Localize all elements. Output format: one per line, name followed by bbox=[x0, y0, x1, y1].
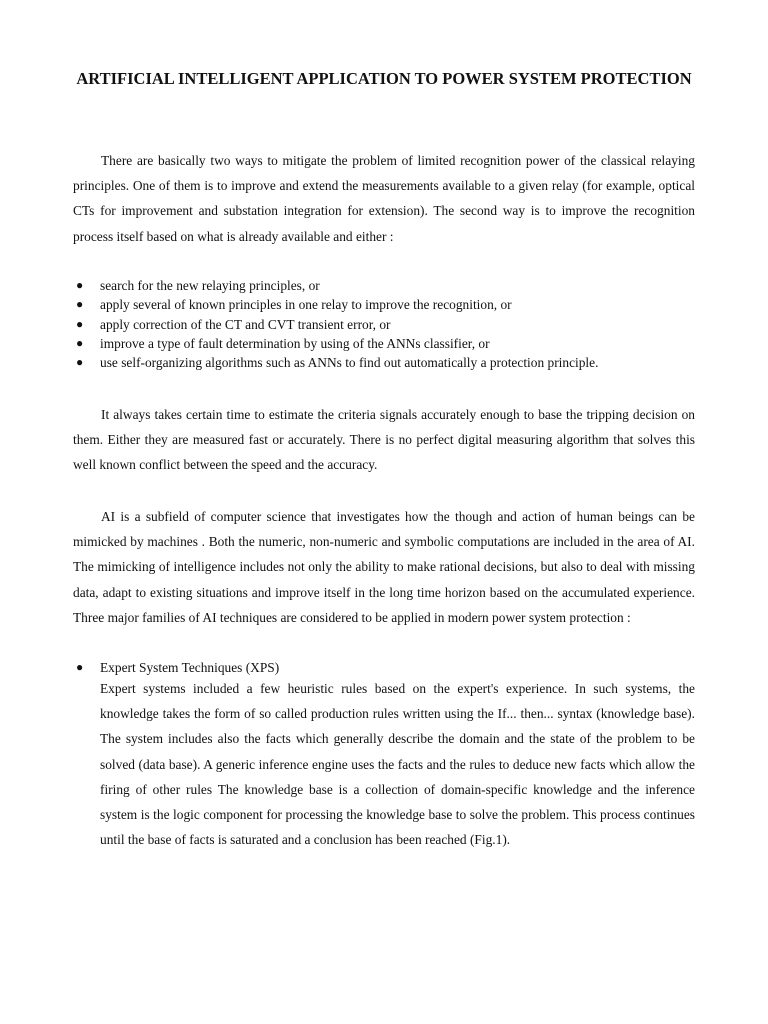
bullet-text: improve a type of fault determination by using of the ANNs classifier, or bbox=[100, 335, 490, 351]
bullet-item bbox=[73, 334, 695, 353]
paragraph-intro: There are basically two ways to mitigate the problem of limited recognition power of the classical relaying principles. One of them is to improve and extend the measurements available to a given relay (for example, optical CTs for improvement and substation integration for extension). The second way is to improve the recognition process itself based on what is already available and either : bbox=[73, 153, 695, 244]
bullet-text: apply correction of the CT and CVT transient error, or bbox=[100, 316, 391, 332]
document-title: ARTIFICIAL INTELLIGENT APPLICATION TO POWER SYSTEM PROTECTION bbox=[76, 69, 692, 88]
bullet-text: apply several of known principles in one relay to improve the recognition, or bbox=[100, 297, 512, 313]
xps-heading: Expert System Techniques (XPS) bbox=[100, 660, 280, 675]
bullet-item bbox=[73, 295, 695, 314]
bullet-icon: ● bbox=[76, 660, 84, 674]
xps-body: Expert systems included a few heuristic rules based on the expert's experience. In such systems, the knowledge takes the form of so called production rules written using the If... then... syntax (knowledge base). The system includes also the facts which generally describe the domain and the state of the problem to be solved (data base). A generic inference engine uses the facts and the rules to deduce new facts which allow the firing of other rules The knowledge base is a collection of domain-specific knowledge and the inference system is the logic component for processing the knowledge base to solve the problem. This process continues until the base of facts is saturated and a conclusion has been reached (Fig.1). bbox=[100, 681, 695, 848]
bullet-item bbox=[73, 276, 695, 295]
paragraph-criteria: It always takes certain time to estimate the criteria signals accurately enough to base the tripping decision on them. Either they are measured fast or accurately. There is no perfect digital measuring algorithm that solves this well known conflict between the speed and the accuracy. bbox=[73, 407, 695, 473]
xps-section bbox=[73, 658, 695, 852]
bullet-icon: ● bbox=[76, 316, 84, 331]
bullet-icon: ● bbox=[76, 278, 84, 292]
bullet-text: search for the new relaying principles, or bbox=[100, 278, 320, 293]
bullet-icon: ● bbox=[76, 297, 84, 312]
bullet-item bbox=[73, 353, 695, 372]
bullet-list bbox=[73, 276, 695, 372]
bullet-icon: ● bbox=[76, 335, 84, 350]
xps-heading-item bbox=[73, 658, 695, 677]
bullet-item bbox=[73, 315, 695, 334]
bullet-icon: ● bbox=[76, 355, 84, 370]
bullet-text: use self-organizing algorithms such as ANNs to find out automatically a protection principle. bbox=[100, 355, 599, 371]
paragraph-ai: AI is a subfield of computer science that investigates how the though and action of human beings can be mimicked by machines . Both the numeric, non-numeric and symbolic computations are included in the area of AI. The mimicking of intelligence includes not only the ability to make rational decisions, but also to deal with missing data, adapt to existing situations and improve itself in the long time horizon based on the accumulated experience. Three major families of AI techniques are considered to be applied in modern power system protection : bbox=[73, 509, 695, 625]
